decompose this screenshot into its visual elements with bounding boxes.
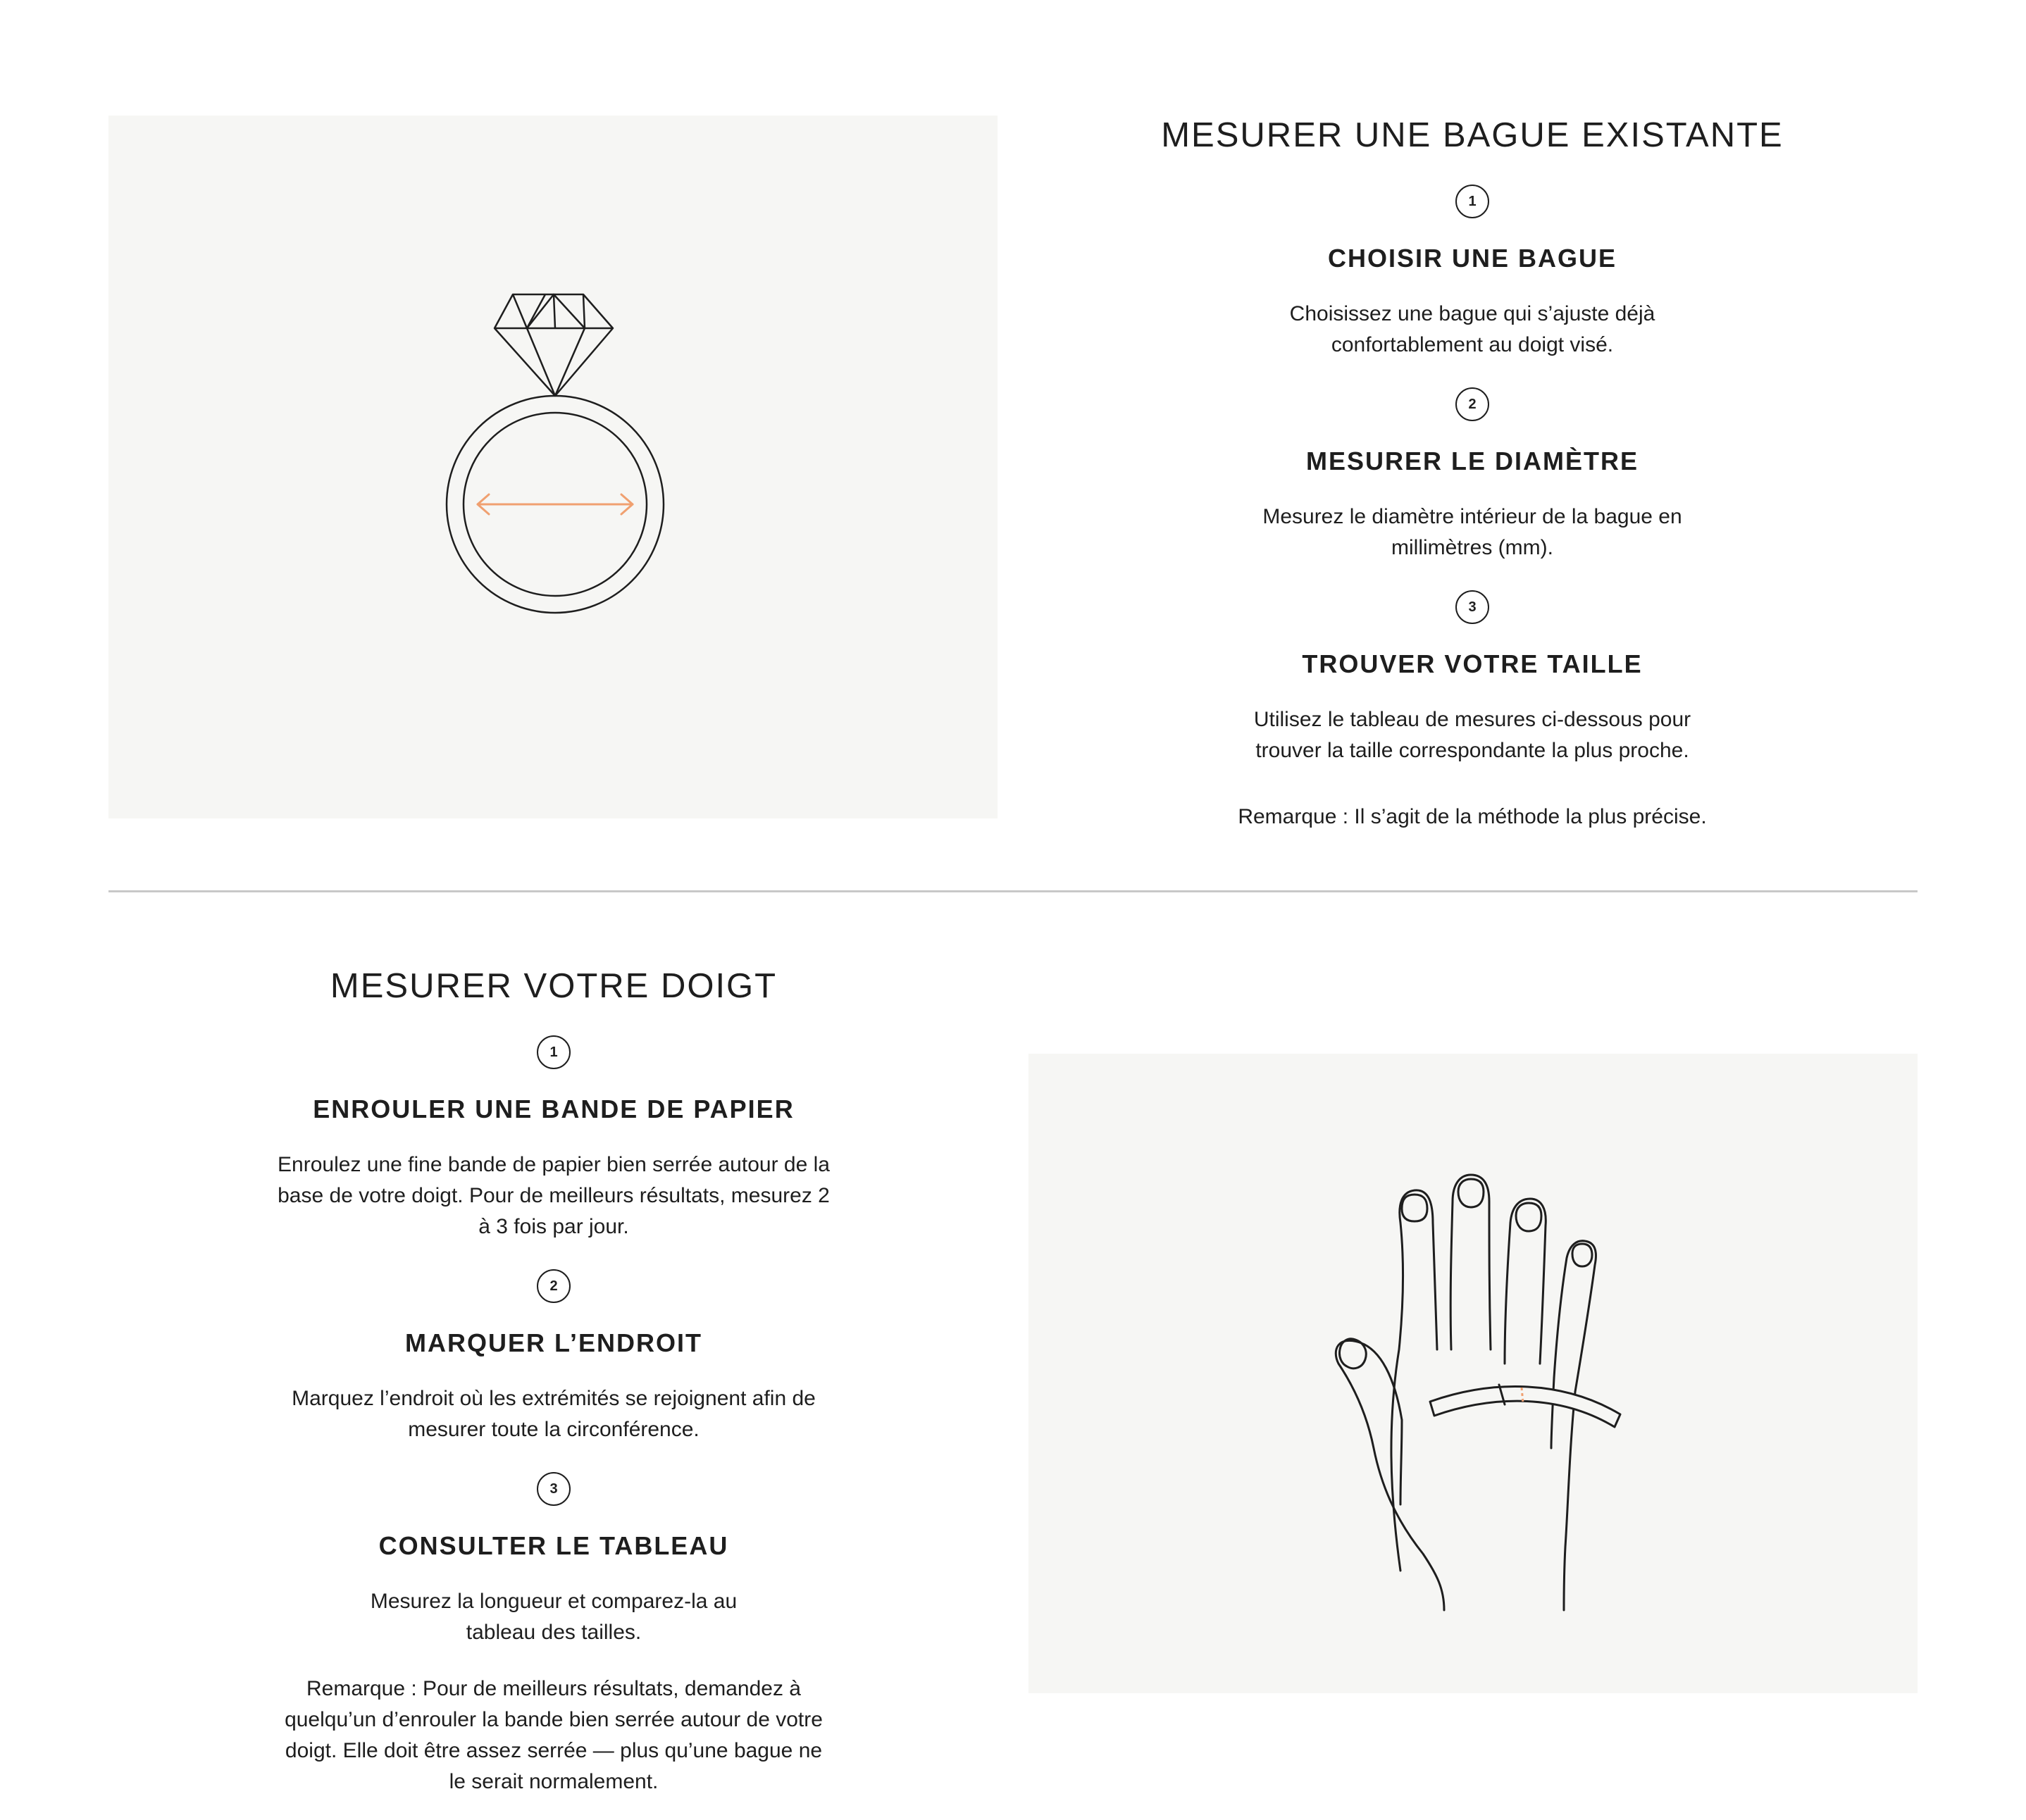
section-note: Remarque : Il s’agit de la méthode la plus précise.: [1238, 805, 1707, 828]
ring-illustration-panel: [108, 116, 998, 818]
step-description: Marquez l’endroit où les extrémités se rejoignent afin de mesurer toute la circonférence.: [292, 1387, 816, 1441]
section-note: Remarque : Pour de meilleurs résultats, demandez à quelqu’un d’enrouler la bande bien serrée autour de votre doigt. Elle doit être assez serrée — plus qu’une bague ne le serait normalement.: [285, 1677, 823, 1793]
step-title: CHOISIR UNE BAGUE: [1327, 244, 1617, 273]
step-title: TROUVER VOTRE TAILLE: [1302, 649, 1643, 678]
mark-point-icon: [1522, 1388, 1523, 1403]
section-title: MESURER UNE BAGUE EXISTANTE: [1161, 116, 1784, 154]
step-description: Utilisez le tableau de mesures ci-dessous pour trouver la taille correspondante la plus proche.: [1253, 708, 1691, 762]
step-title: ENROULER UNE BANDE DE PAPIER: [313, 1095, 795, 1123]
step-title: MARQUER L’ENDROIT: [404, 1328, 702, 1357]
step-title: MESURER LE DIAMÈTRE: [1305, 447, 1639, 475]
hand-illustration-panel: [1028, 1054, 1918, 1693]
ring-diagram-icon: [108, 116, 998, 818]
step-number-badge: 1: [1455, 185, 1489, 218]
step-description: Mesurez la longueur et comparez-la au tableau des tailles.: [370, 1590, 738, 1644]
step-title: CONSULTER LE TABLEAU: [378, 1531, 729, 1560]
step-number-badge: 2: [1455, 387, 1489, 421]
measure-existing-ring-section: [1113, 113, 1832, 833]
step-number-badge: 1: [537, 1035, 571, 1069]
step-description: Enroulez une fine bande de papier bien serrée autour de la base de votre doigt. Pour de meilleurs résultats, mesurez 2 à 3 fois par jour.: [278, 1153, 830, 1238]
step-number-badge: 2: [537, 1269, 571, 1303]
step-number-badge: 3: [537, 1472, 571, 1506]
step-description: Choisissez une bague qui s’ajuste déjà confortablement au doigt visé.: [1289, 302, 1655, 356]
section-divider: [108, 890, 1918, 892]
section-title: MESURER VOTRE DOIGT: [330, 967, 778, 1005]
measure-finger-section: [197, 964, 910, 1797]
step-number-badge: 3: [1455, 590, 1489, 624]
diameter-arrow-icon: [478, 494, 633, 514]
step-description: Mesurez le diamètre intérieur de la bague en millimètres (mm).: [1262, 505, 1682, 559]
hand-measurement-icon: [1028, 1054, 1918, 1693]
